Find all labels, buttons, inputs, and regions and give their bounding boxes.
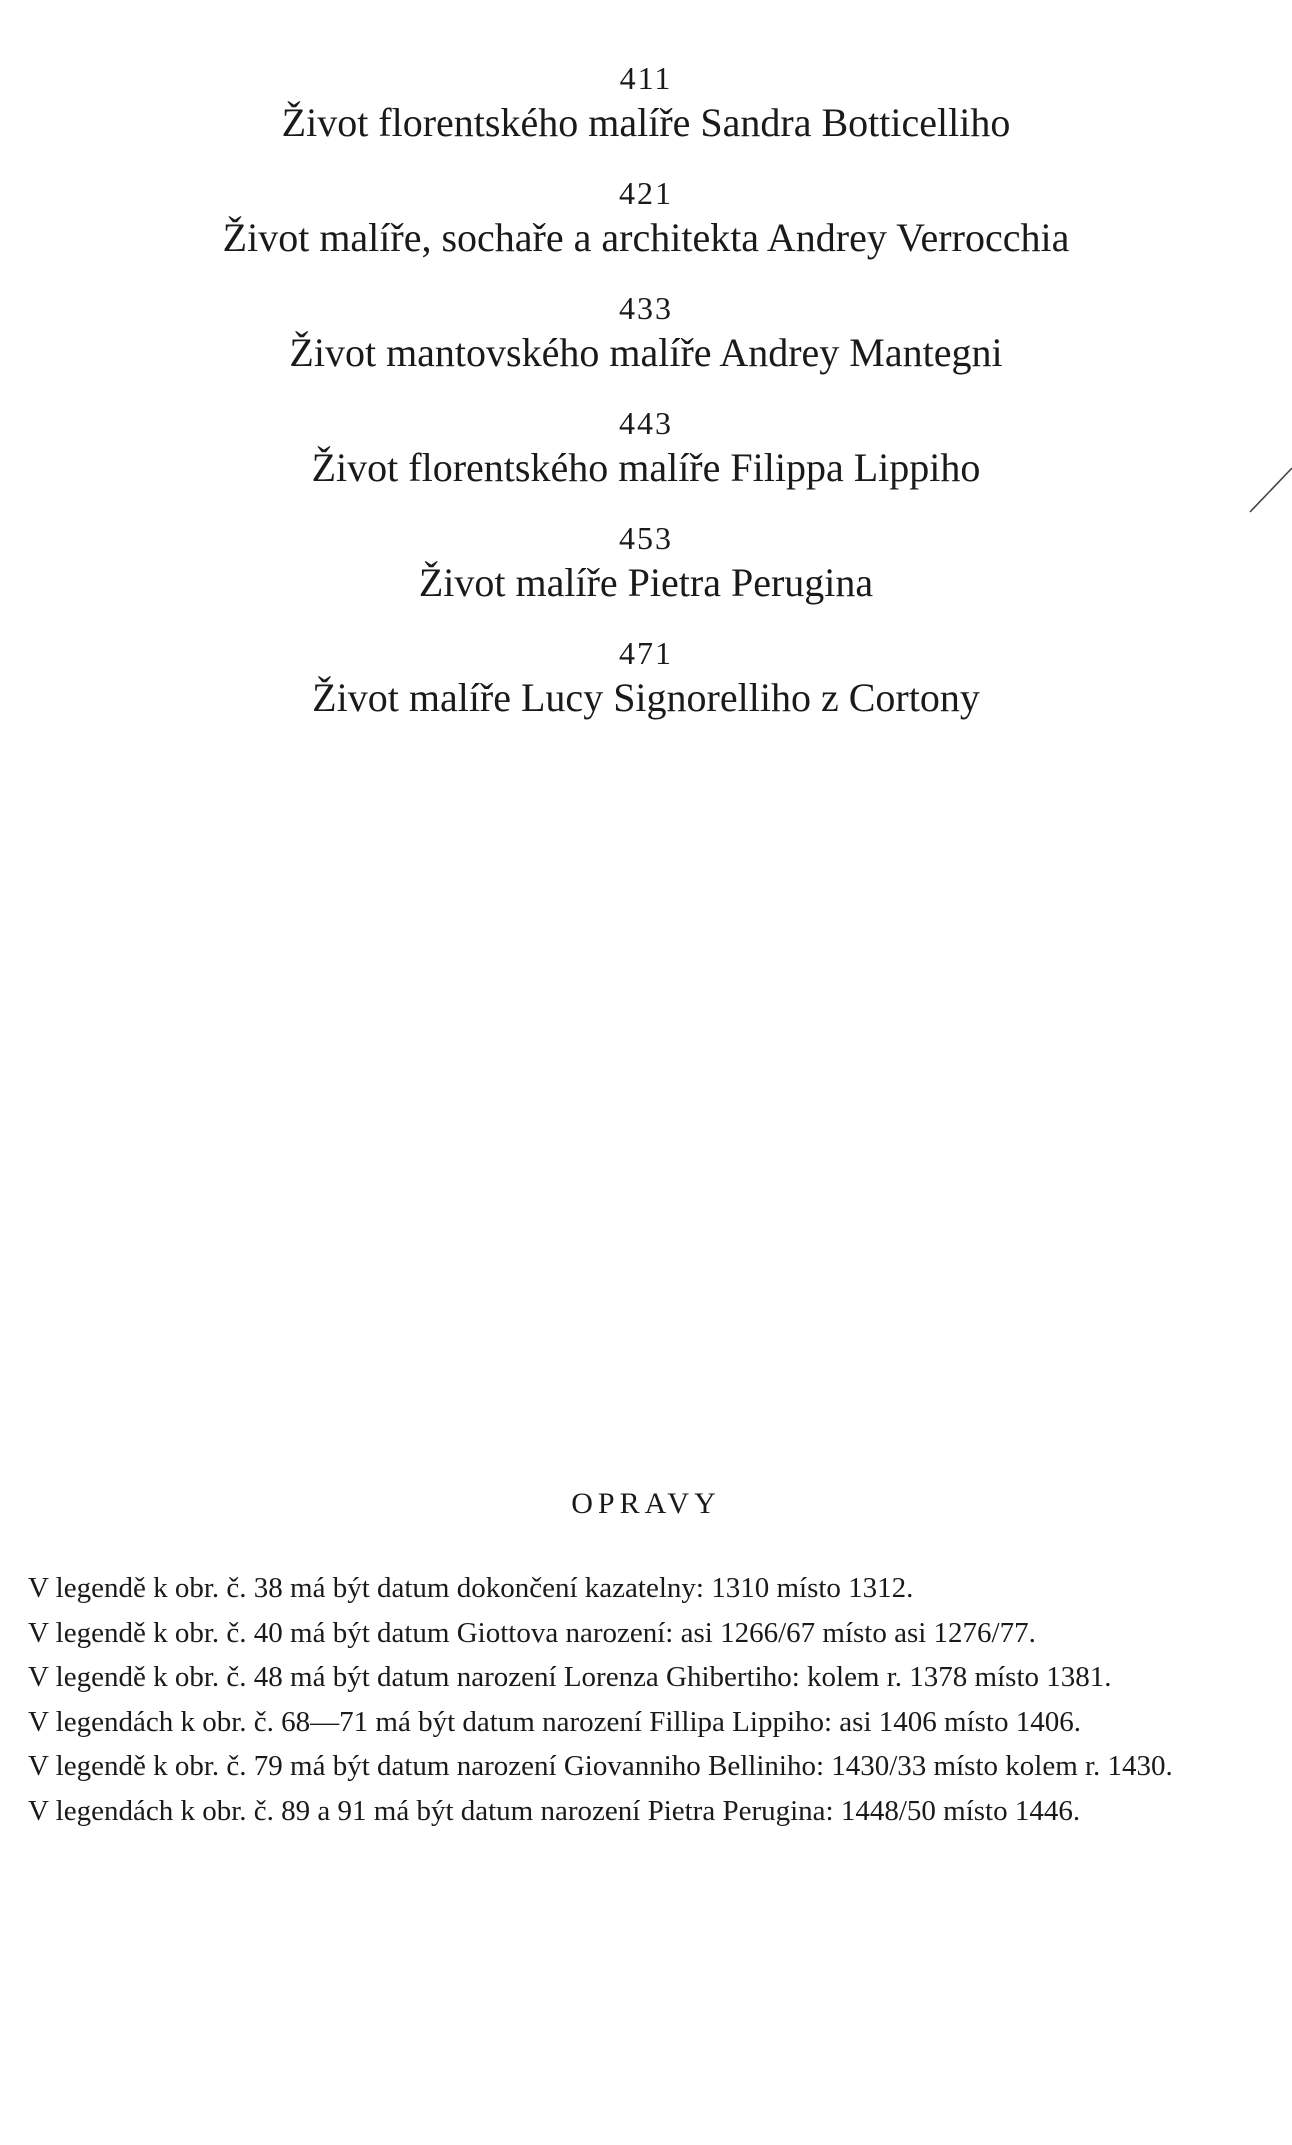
toc-entry xyxy=(0,58,1292,148)
errata-item: V legendách k obr. č. 89 a 91 má být datum narození Pietra Perugina: 1448/50 místo 1446. xyxy=(28,1794,1081,1827)
toc-chapter-title: Život florentského malíře Sandra Botticelliho xyxy=(281,100,1011,145)
toc-entry xyxy=(0,518,1292,608)
pencil-margin-mark xyxy=(1248,466,1292,514)
toc-page-number: 433 xyxy=(619,290,673,326)
toc-page-number: 453 xyxy=(619,520,673,556)
errata-item: V legendě k obr. č. 40 má být datum Giottova narození: asi 1266/67 místo asi 1276/77. xyxy=(28,1616,1036,1649)
errata-item: V legendě k obr. č. 38 má být datum dokončení kazatelny: 1310 místo 1312. xyxy=(28,1572,914,1604)
toc-chapter-title: Život malíře Pietra Perugina xyxy=(418,560,874,605)
toc-entry xyxy=(0,173,1292,263)
toc-page-number: 411 xyxy=(619,60,673,96)
toc-entry xyxy=(0,288,1292,378)
toc-chapter-title: Život malíře, sochaře a architekta Andrey Verrocchia xyxy=(222,215,1070,260)
toc-page-number: 443 xyxy=(619,405,673,441)
table-of-contents xyxy=(0,58,1292,748)
toc-chapter-title: Život malíře Lucy Signorelliho z Cortony xyxy=(312,675,980,720)
toc-page-number: 421 xyxy=(619,175,673,211)
errata-item: V legendě k obr. č. 79 má být datum narození Giovanniho Belliniho: 1430/33 místo kolem r. 1430. xyxy=(28,1750,1173,1782)
toc-entry xyxy=(0,403,1292,493)
toc-chapter-title: Život florentského malíře Filippa Lippiho xyxy=(311,445,981,490)
errata-section xyxy=(0,1484,1292,1827)
toc-chapter-title: Život mantovského malíře Andrey Mantegni xyxy=(289,330,1003,375)
errata-item: V legendách k obr. č. 68—71 má být datum narození Fillipa Lippiho: asi 1406 místo 1406. xyxy=(28,1705,1081,1738)
toc-entry xyxy=(0,633,1292,723)
errata-heading: OPRAVY xyxy=(571,1487,721,1520)
errata-list xyxy=(28,1566,1254,1833)
errata-item: V legendě k obr. č. 48 má být datum narození Lorenza Ghibertiho: kolem r. 1378 místo 1381. xyxy=(28,1661,1112,1693)
toc-page-number: 471 xyxy=(619,635,673,671)
